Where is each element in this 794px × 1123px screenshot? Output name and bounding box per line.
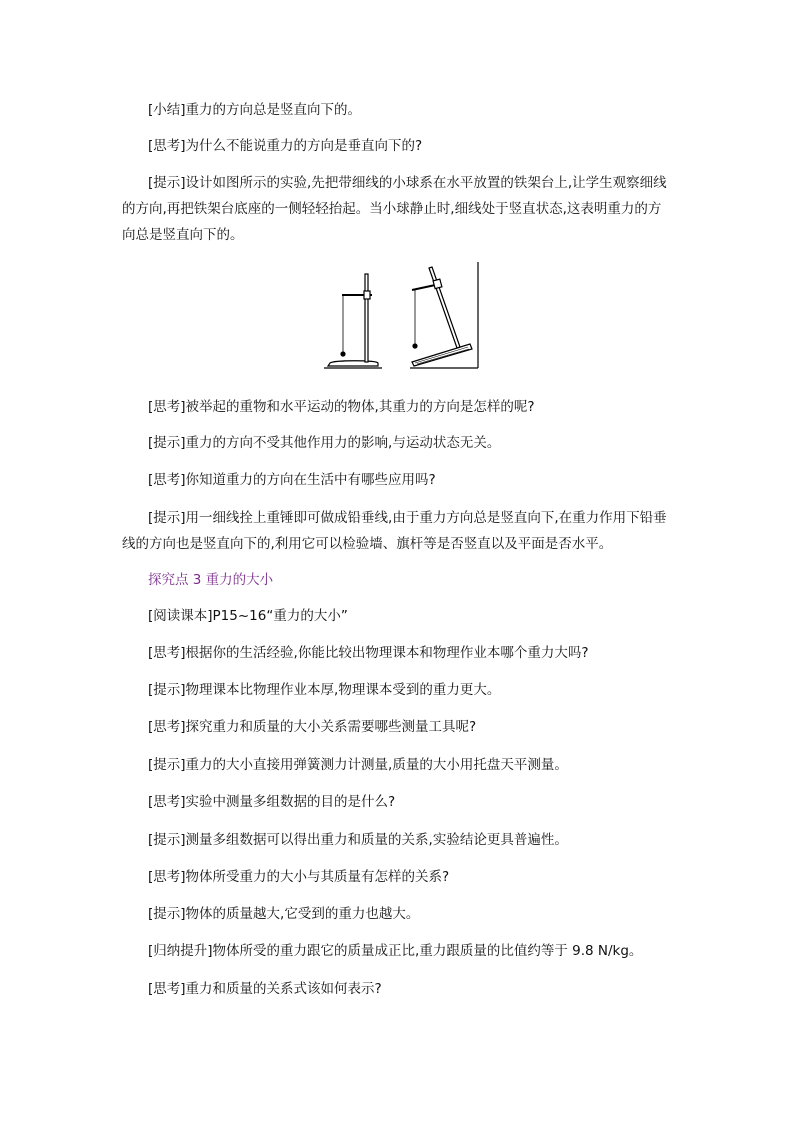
iron-stand-figure <box>320 262 482 374</box>
think-line: [思考]实验中测量多组数据的目的是什么? <box>148 794 396 810</box>
hint-line: [提示]物体的质量越大,它受到的重力也越大。 <box>148 906 420 922</box>
section-heading: 探究点 3 重力的大小 <box>148 572 274 588</box>
hint-line: [提示]重力的大小直接用弹簧测力计测量,质量的大小用托盘天平测量。 <box>148 757 568 773</box>
hint-line: [提示]物理课本比物理作业本厚,物理课本受到的重力更大。 <box>148 682 501 698</box>
summary-line: [小结]重力的方向总是竖直向下的。 <box>148 102 362 118</box>
hint-paragraph: [提示]用一细线拴上重锤即可做成铅垂线,由于重力方向总是竖直向下,在重力作用下铅垂线的方向也是竖直向下的,利用它可以检验墙、旗杆等是否竖直以及平面是否水平。 <box>122 510 667 552</box>
hint-paragraph: [提示]设计如图所示的实验,先把带细线的小球系在水平放置的铁架台上,让学生观察细线的方向,再把铁架台底座的一侧轻轻抬起。当小球静止时,细线处于竖直状态,这表明重力的方向总是竖直向下的。 <box>122 175 667 243</box>
summary-line: [归纳提升]物体所受的重力跟它的质量成正比,重力跟质量的比值约等于 9.8 N/kg。 <box>148 943 643 959</box>
think-line: [思考]探究重力和质量的大小关系需要哪些测量工具呢? <box>148 719 477 735</box>
hint-line: [提示]重力的方向不受其他作用力的影响,与运动状态无关。 <box>148 435 501 451</box>
think-line: [思考]物体所受重力的大小与其质量有怎样的关系? <box>148 869 450 885</box>
think-line: [思考]根据你的生活经验,你能比较出物理课本和物理作业本哪个重力大吗? <box>148 645 589 661</box>
reading-line: [阅读课本]P15~16“重力的大小” <box>148 608 348 624</box>
think-line: [思考]重力和质量的关系式该如何表示? <box>148 981 382 997</box>
think-line: [思考]被举起的重物和水平运动的物体,其重力的方向是怎样的呢? <box>148 399 535 415</box>
think-line: [思考]你知道重力的方向在生活中有哪些应用吗? <box>148 472 436 488</box>
think-line: [思考]为什么不能说重力的方向是垂直向下的? <box>148 138 423 154</box>
hint-line: [提示]测量多组数据可以得出重力和质量的关系,实验结论更具普遍性。 <box>148 832 568 848</box>
